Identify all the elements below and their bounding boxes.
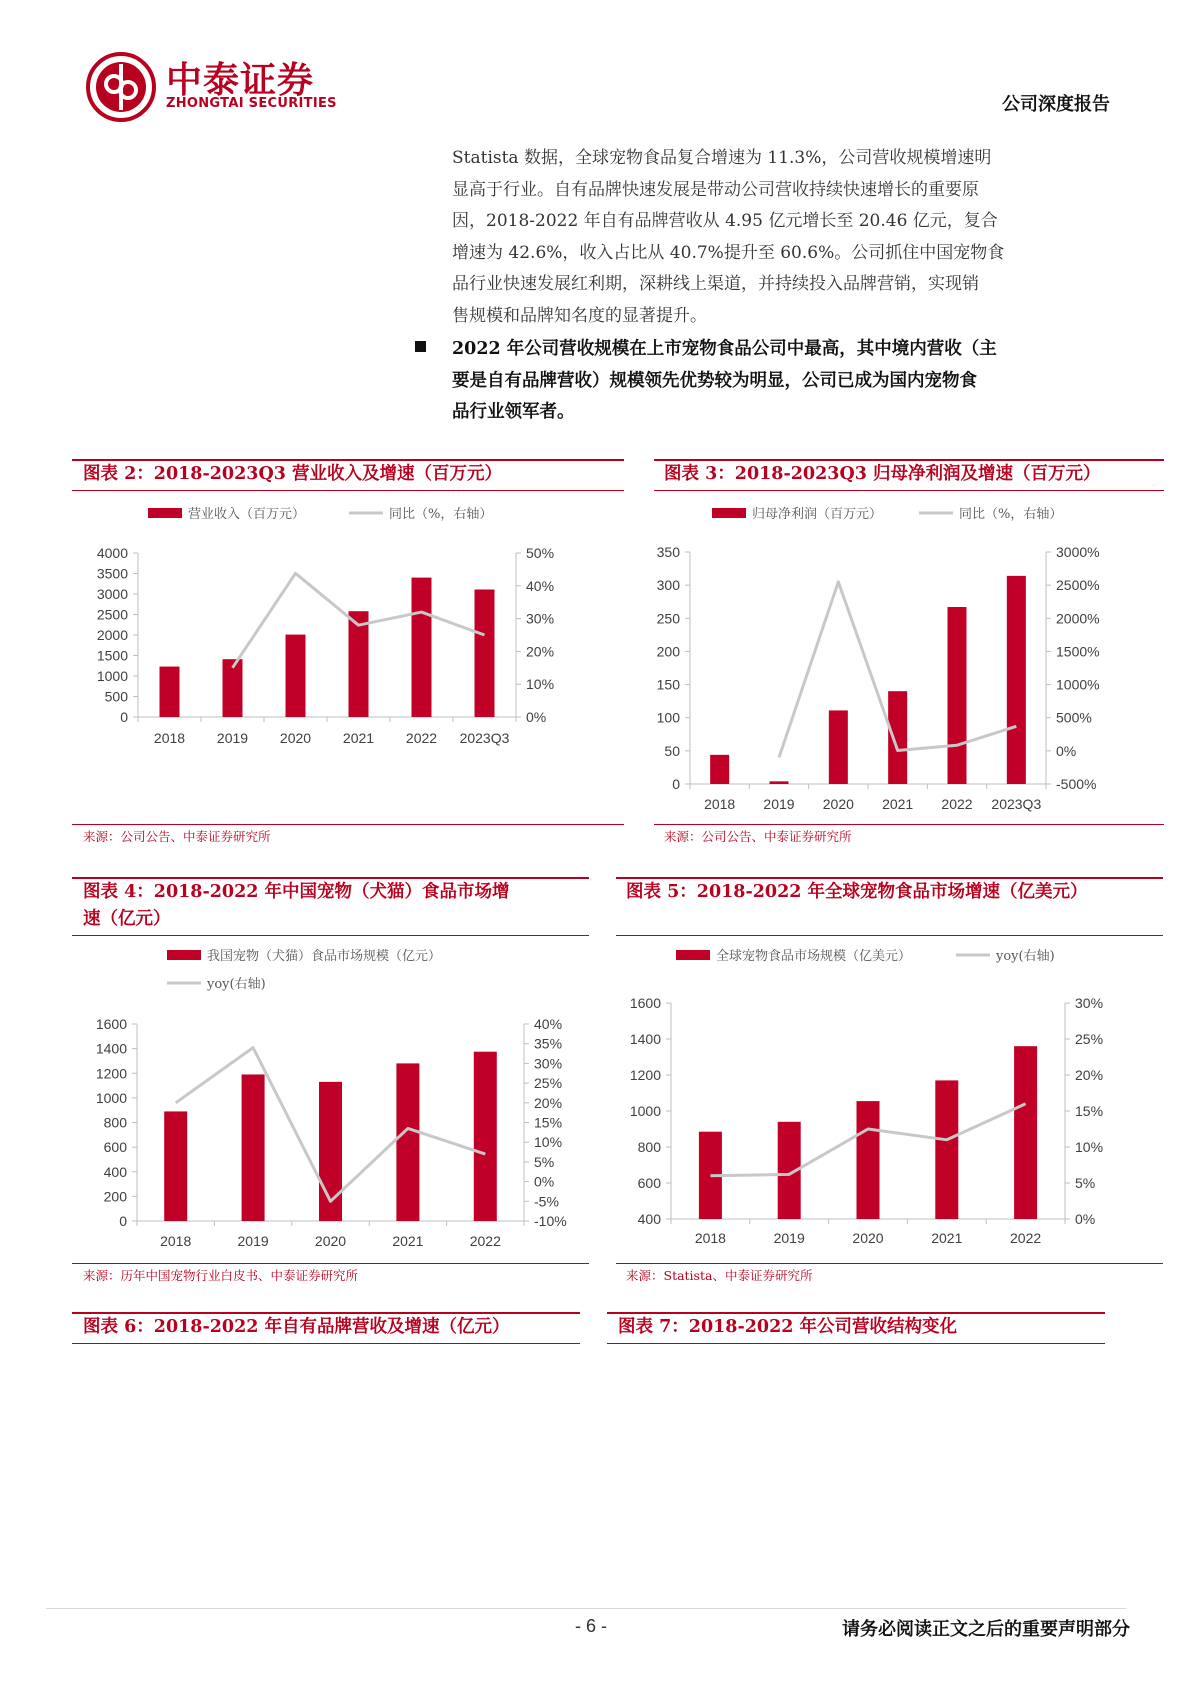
- chart-bar: [475, 589, 495, 717]
- x-axis-category-label: 2019: [237, 1233, 269, 1249]
- left-axis-tick-label: 2000: [96, 627, 128, 643]
- left-axis-tick-label: 1200: [629, 1067, 661, 1083]
- x-axis-category-label: 2020: [279, 730, 312, 746]
- right-axis-tick-label: -5%: [534, 1193, 559, 1210]
- chart-bar: [888, 691, 907, 784]
- x-axis-category-label: 2021: [392, 1233, 424, 1249]
- chart-bar: [948, 607, 967, 784]
- right-axis-tick-label: 30%: [534, 1055, 563, 1072]
- paragraph-line: 显高于行业。自有品牌快速发展是带动公司营收持续快速增长的重要原: [452, 179, 979, 200]
- chart-bar: [164, 1111, 187, 1221]
- x-axis-category-label: 2019: [216, 730, 249, 746]
- page-number: - 6 -: [575, 1616, 608, 1636]
- x-axis-category-label: 2018: [704, 796, 736, 812]
- right-axis-tick-label: 500%: [1056, 709, 1092, 726]
- paragraph-line: 售规模和品牌知名度的显著提升。: [452, 305, 707, 326]
- left-axis-tick-label: 150: [656, 676, 680, 693]
- left-axis-tick-label: 300: [656, 577, 680, 594]
- x-axis-category-label: 2019: [763, 796, 795, 812]
- paragraph-line: Statista 数据，全球宠物食品复合增速为 11.3%，公司营收规模增速明: [452, 148, 992, 168]
- x-axis-category-label: 2023Q3: [991, 796, 1042, 812]
- footer-rule: [46, 1608, 1126, 1609]
- chart-bar: [412, 578, 432, 717]
- bullet-line: 要是自有品牌营收）规模领先优势较为明显，公司已成为国内宠物食: [452, 370, 977, 391]
- chart2-bottom-rule: [72, 824, 624, 825]
- right-axis-tick-label: 20%: [534, 1094, 563, 1111]
- body-paragraph: [452, 143, 1112, 332]
- x-axis-category-label: 2020: [822, 796, 854, 812]
- chart2-source: 来源：公司公告、中泰证券研究所: [83, 829, 271, 844]
- x-axis-category-label: 2022: [941, 796, 973, 812]
- right-axis-tick-label: 0%: [534, 1173, 555, 1190]
- right-axis-tick-label: 0%: [1056, 742, 1077, 759]
- chart-bar: [223, 659, 243, 717]
- chart6-title: 图表 6：2018-2022 年自有品牌营收及增速（亿元）: [83, 1317, 510, 1337]
- right-axis-tick-label: 5%: [1075, 1175, 1096, 1191]
- left-axis-tick-label: 800: [103, 1114, 127, 1131]
- left-axis-tick-label: 0: [672, 776, 680, 792]
- chart5-global-pet-food-chart: [616, 940, 1163, 1260]
- chart-bar: [829, 710, 848, 784]
- x-axis-category-label: 2020: [852, 1230, 884, 1246]
- chart4-title-line2: 速（亿元）: [83, 909, 171, 929]
- right-axis-tick-label: 10%: [1075, 1139, 1104, 1155]
- right-axis-tick-label: 30%: [1075, 995, 1104, 1011]
- right-axis-tick-label: 25%: [1075, 1031, 1104, 1047]
- chart3-title: 图表 3：2018-2023Q3 归母净利润及增速（百万元）: [664, 464, 1101, 484]
- left-axis-tick-label: 1600: [95, 1016, 127, 1032]
- left-axis-tick-label: 400: [103, 1163, 127, 1180]
- left-axis-tick-label: 600: [637, 1175, 661, 1191]
- chart-bar: [286, 635, 306, 717]
- left-axis-tick-label: 200: [103, 1188, 127, 1205]
- right-axis-tick-label: 3000%: [1056, 544, 1100, 560]
- legend-bar-label: 归母净利润（百万元）: [752, 507, 883, 522]
- right-axis-tick-label: 30%: [526, 610, 555, 627]
- left-axis-tick-label: 0: [120, 709, 128, 725]
- x-axis-category-label: 2021: [931, 1230, 963, 1246]
- right-axis-tick-label: 40%: [526, 577, 555, 594]
- right-axis-tick-label: 20%: [526, 643, 555, 660]
- paragraph-line: 品行业快速发展红利期，深耕线上渠道，并持续投入品牌营销，实现销: [452, 274, 979, 294]
- left-axis-tick-label: 400: [637, 1211, 661, 1227]
- chart-bar: [935, 1080, 958, 1219]
- chart5-title: 图表 5：2018-2022 年全球宠物食品市场增速（亿美元）: [626, 882, 1088, 902]
- left-axis-tick-label: 200: [656, 643, 680, 660]
- right-axis-tick-label: 10%: [534, 1134, 563, 1151]
- x-axis-category-label: 2021: [882, 796, 914, 812]
- chart6-title-rule: [72, 1343, 580, 1344]
- x-axis-category-label: 2022: [1010, 1230, 1042, 1246]
- legend-bar-swatch: [712, 508, 746, 518]
- chart3-source: 来源：公司公告、中泰证券研究所: [664, 829, 852, 844]
- left-axis-tick-label: 1400: [95, 1040, 127, 1057]
- right-axis-tick-label: 1500%: [1056, 643, 1100, 660]
- legend-bar-label: 我国宠物（犬猫）食品市场规模（亿元）: [207, 949, 442, 964]
- left-axis-tick-label: 1400: [629, 1031, 661, 1047]
- right-axis-tick-label: 2500%: [1056, 577, 1100, 594]
- bullet-line: 品行业领军者。: [452, 402, 575, 422]
- right-axis-tick-label: -10%: [534, 1213, 567, 1229]
- x-axis-category-label: 2018: [694, 1230, 726, 1246]
- left-axis-tick-label: 1000: [629, 1103, 661, 1119]
- chart2-title-rule: [72, 490, 624, 491]
- right-axis-tick-label: 2000%: [1056, 610, 1100, 627]
- left-axis-tick-label: 2500: [96, 606, 128, 623]
- chart-bar: [857, 1101, 880, 1219]
- report-type-label: 公司深度报告: [1002, 94, 1110, 115]
- left-axis-tick-label: 800: [637, 1139, 661, 1155]
- chart-bar: [349, 611, 369, 717]
- paragraph-line: 增速为 42.6%，收入占比从 40.7%提升至 60.6%。公司抓住中国宠物食: [452, 242, 1005, 263]
- right-axis-tick-label: 0%: [526, 709, 547, 725]
- right-axis-tick-label: 1000%: [1056, 676, 1100, 693]
- left-axis-tick-label: 50: [664, 742, 680, 759]
- left-axis-tick-label: 600: [103, 1139, 127, 1156]
- chart5-source: 来源：Statista、中泰证券研究所: [626, 1268, 813, 1283]
- legend-bar-swatch: [167, 950, 201, 960]
- x-axis-category-label: 2022: [405, 730, 438, 746]
- right-axis-tick-label: 50%: [526, 545, 555, 561]
- right-axis-tick-label: -500%: [1056, 776, 1097, 792]
- chart7-title: 图表 7：2018-2022 年公司营收结构变化: [618, 1317, 958, 1337]
- right-axis-tick-label: 0%: [1075, 1211, 1096, 1227]
- left-axis-tick-label: 250: [656, 610, 680, 627]
- left-axis-tick-label: 1200: [95, 1065, 127, 1082]
- right-axis-tick-label: 40%: [534, 1016, 563, 1032]
- chart2-title: 图表 2：2018-2023Q3 营业收入及增速（百万元）: [83, 464, 502, 484]
- x-axis-category-label: 2020: [314, 1233, 347, 1249]
- left-axis-tick-label: 3500: [96, 565, 128, 582]
- chart5-title-rule: [616, 935, 1163, 936]
- x-axis-category-label: 2018: [160, 1233, 192, 1249]
- left-axis-tick-label: 1600: [629, 995, 661, 1011]
- company-logo-name: 中泰证券: [166, 60, 315, 101]
- left-axis-tick-label: 3000: [96, 586, 128, 602]
- left-axis-tick-label: 4000: [96, 545, 128, 561]
- x-axis-category-label: 2022: [469, 1233, 501, 1249]
- legend-bar-label: 全球宠物食品市场规模（亿美元）: [716, 949, 912, 964]
- right-axis-tick-label: 35%: [534, 1035, 563, 1052]
- right-axis-tick-label: 15%: [1075, 1103, 1104, 1119]
- left-axis-tick-label: 500: [104, 688, 128, 705]
- legend-bar-swatch: [148, 508, 182, 518]
- chart4-china-pet-food-chart: [72, 940, 589, 1260]
- x-axis-category-label: 2018: [153, 730, 186, 746]
- right-axis-tick-label: 15%: [534, 1114, 563, 1131]
- chart4-source: 来源：历年中国宠物行业白皮书、中泰证券研究所: [83, 1268, 359, 1283]
- bullet-line: 2022 年公司营收规模在上市宠物食品公司中最高，其中境内营收（主: [452, 339, 997, 359]
- chart-bar: [710, 755, 729, 784]
- legend-line-label: 同比（%，右轴）: [959, 507, 1063, 522]
- legend-line-label: 同比（%，右轴）: [389, 507, 493, 522]
- x-axis-category-label: 2023Q3: [459, 730, 510, 746]
- right-axis-tick-label: 10%: [526, 676, 555, 693]
- left-axis-tick-label: 1000: [96, 668, 128, 684]
- chart5-bottom-rule: [616, 1263, 1163, 1264]
- left-axis-tick-label: 0: [119, 1213, 127, 1229]
- chart3-title-rule: [654, 490, 1164, 491]
- left-axis-tick-label: 100: [656, 709, 680, 726]
- chart-bar: [770, 781, 789, 784]
- right-axis-tick-label: 20%: [1075, 1067, 1104, 1083]
- right-axis-tick-label: 25%: [534, 1075, 563, 1092]
- bullet-square-icon: [415, 341, 426, 352]
- chart-bar: [396, 1063, 419, 1221]
- chart-bar: [242, 1074, 265, 1221]
- legend-line-label: yoy(右轴): [996, 949, 1055, 964]
- left-axis-tick-label: 1500: [96, 647, 128, 664]
- chart2-revenue-chart: [72, 495, 624, 810]
- chart-bar: [160, 667, 180, 717]
- chart-bar: [1007, 576, 1026, 784]
- left-axis-tick-label: 1000: [95, 1089, 127, 1106]
- chart7-title-rule: [607, 1343, 1105, 1344]
- right-axis-tick-label: 5%: [534, 1153, 555, 1170]
- left-axis-tick-label: 350: [656, 544, 680, 560]
- chart3-bottom-rule: [654, 824, 1164, 825]
- x-axis-category-label: 2019: [773, 1230, 805, 1246]
- chart3-net-profit-chart: [654, 495, 1164, 820]
- chart-bar: [1014, 1046, 1037, 1219]
- chart-bar: [474, 1052, 497, 1221]
- footer-disclaimer: 请务必阅读正文之后的重要声明部分: [842, 1619, 1130, 1640]
- chart4-title-rule: [72, 935, 589, 936]
- chart4-bottom-rule: [72, 1263, 589, 1264]
- company-logo-english: ZHONGTAI SECURITIES: [166, 96, 337, 111]
- paragraph-line: 因，2018-2022 年自有品牌营收从 4.95 亿元增长至 20.46 亿元，复合: [452, 211, 998, 231]
- x-axis-category-label: 2021: [342, 730, 375, 746]
- bullet-point: [452, 334, 1112, 429]
- company-logo-icon: [86, 52, 156, 122]
- legend-line-label: yoy(右轴): [207, 977, 266, 992]
- chart4-title-line1: 图表 4：2018-2022 年中国宠物（犬猫）食品市场增: [83, 882, 510, 902]
- legend-bar-label: 营业收入（百万元）: [188, 507, 306, 522]
- legend-bar-swatch: [676, 950, 710, 960]
